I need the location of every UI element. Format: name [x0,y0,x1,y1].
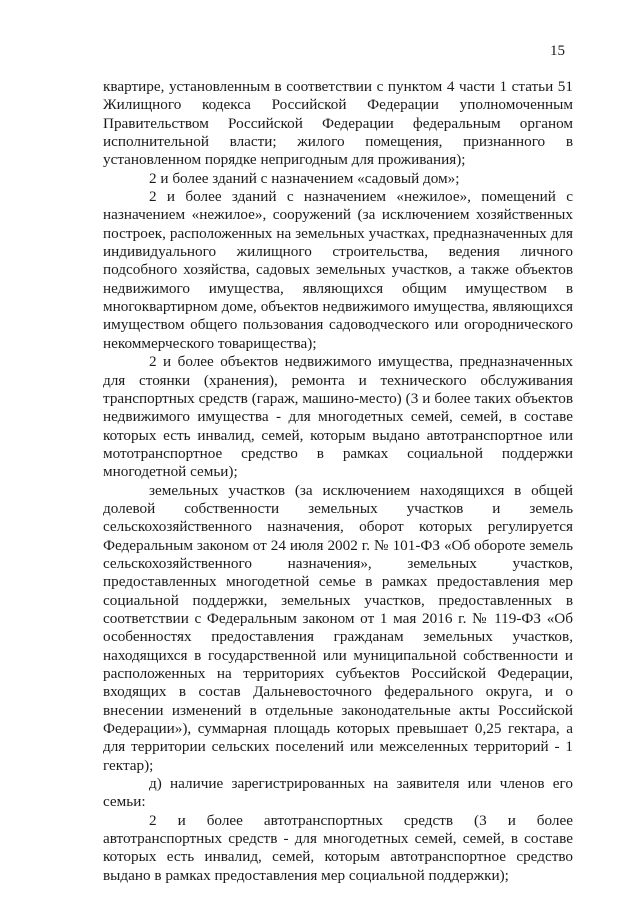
paragraph-1: квартире, установленным в соответствии с пунктом 4 части 1 статьи 51 Жилищного кодекса Российской Федерации уполномоченным Правительством Российской Федерации федеральным органом исполнительной власти; жилого помещения, признанного в установленном порядке непригодным для проживания); [103,78,573,169]
paragraph-5: земельных участков (за исключением находящихся в общей долевой собственности земельных участков и земель сельскохозяйственного назначения, оборот которых регулируется Федеральным законом от 24 июля 2002 г. № 101-ФЗ «Об обороте земель сельскохозяйственного назначения», земельных участков, предоставленных многодетной семье в рамках предоставления мер социальной поддержки, земельных участков, предоставленных в соответствии с Федеральным законом от 1 мая 2016 г. № 119-ФЗ «Об особенностях предоставления гражданам земельных участков, находящихся в государственной или муниципальной собственности и расположенных на территориях субъектов Российской Федерации, входящих в состав Дальневосточного федерального округа, и о внесении изменений в отдельные законодательные акты Российской Федерации»), суммарная площадь которых превышает 0,25 гектара, а для территории сельских поселений или межселенных территорий - 1 гектар); [103,481,573,774]
document-body [103,78,573,885]
paragraph-6: д) наличие зарегистрированных на заявителя или членов его семьи: [103,775,573,811]
paragraph-3: 2 и более зданий с назначением «нежилое», помещений с назначением «нежилое», сооружений (за исключением хозяйственных построек, расположенных на земельных участках, предназначенных для индивидуального жилищного строительства, ведения личного подсобного хозяйства, садовых земельных участков, а также объектов недвижимого имущества, являющихся общим имуществом в многоквартирном доме, объектов недвижимого имущества, являющихся имуществом общего пользования садоводческого или огороднического некоммерческого товарищества); [103,188,573,352]
page-number: 15 [550,43,565,59]
paragraph-7: 2 и более автотранспортных средств (3 и более автотранспортных средств - для многодетных семей, семей, в составе которых есть инвалид, семей, которым автотранспортное средство выдано в рамках предоставления мер социальной поддержки); [103,811,573,884]
paragraph-4: 2 и более объектов недвижимого имущества, предназначенных для стоянки (хранения), ремонта и технического обслуживания транспортных средств (гараж, машино-место) (3 и более таких объектов недвижимого имущества - для многодетных семей, семей, в составе которых есть инвалид, семей, которым выдано автотранспортное или мототранспортное средство в рамках социальной поддержки многодетной семьи); [103,353,573,481]
paragraph-2: 2 и более зданий с назначением «садовый дом»; [149,169,460,187]
